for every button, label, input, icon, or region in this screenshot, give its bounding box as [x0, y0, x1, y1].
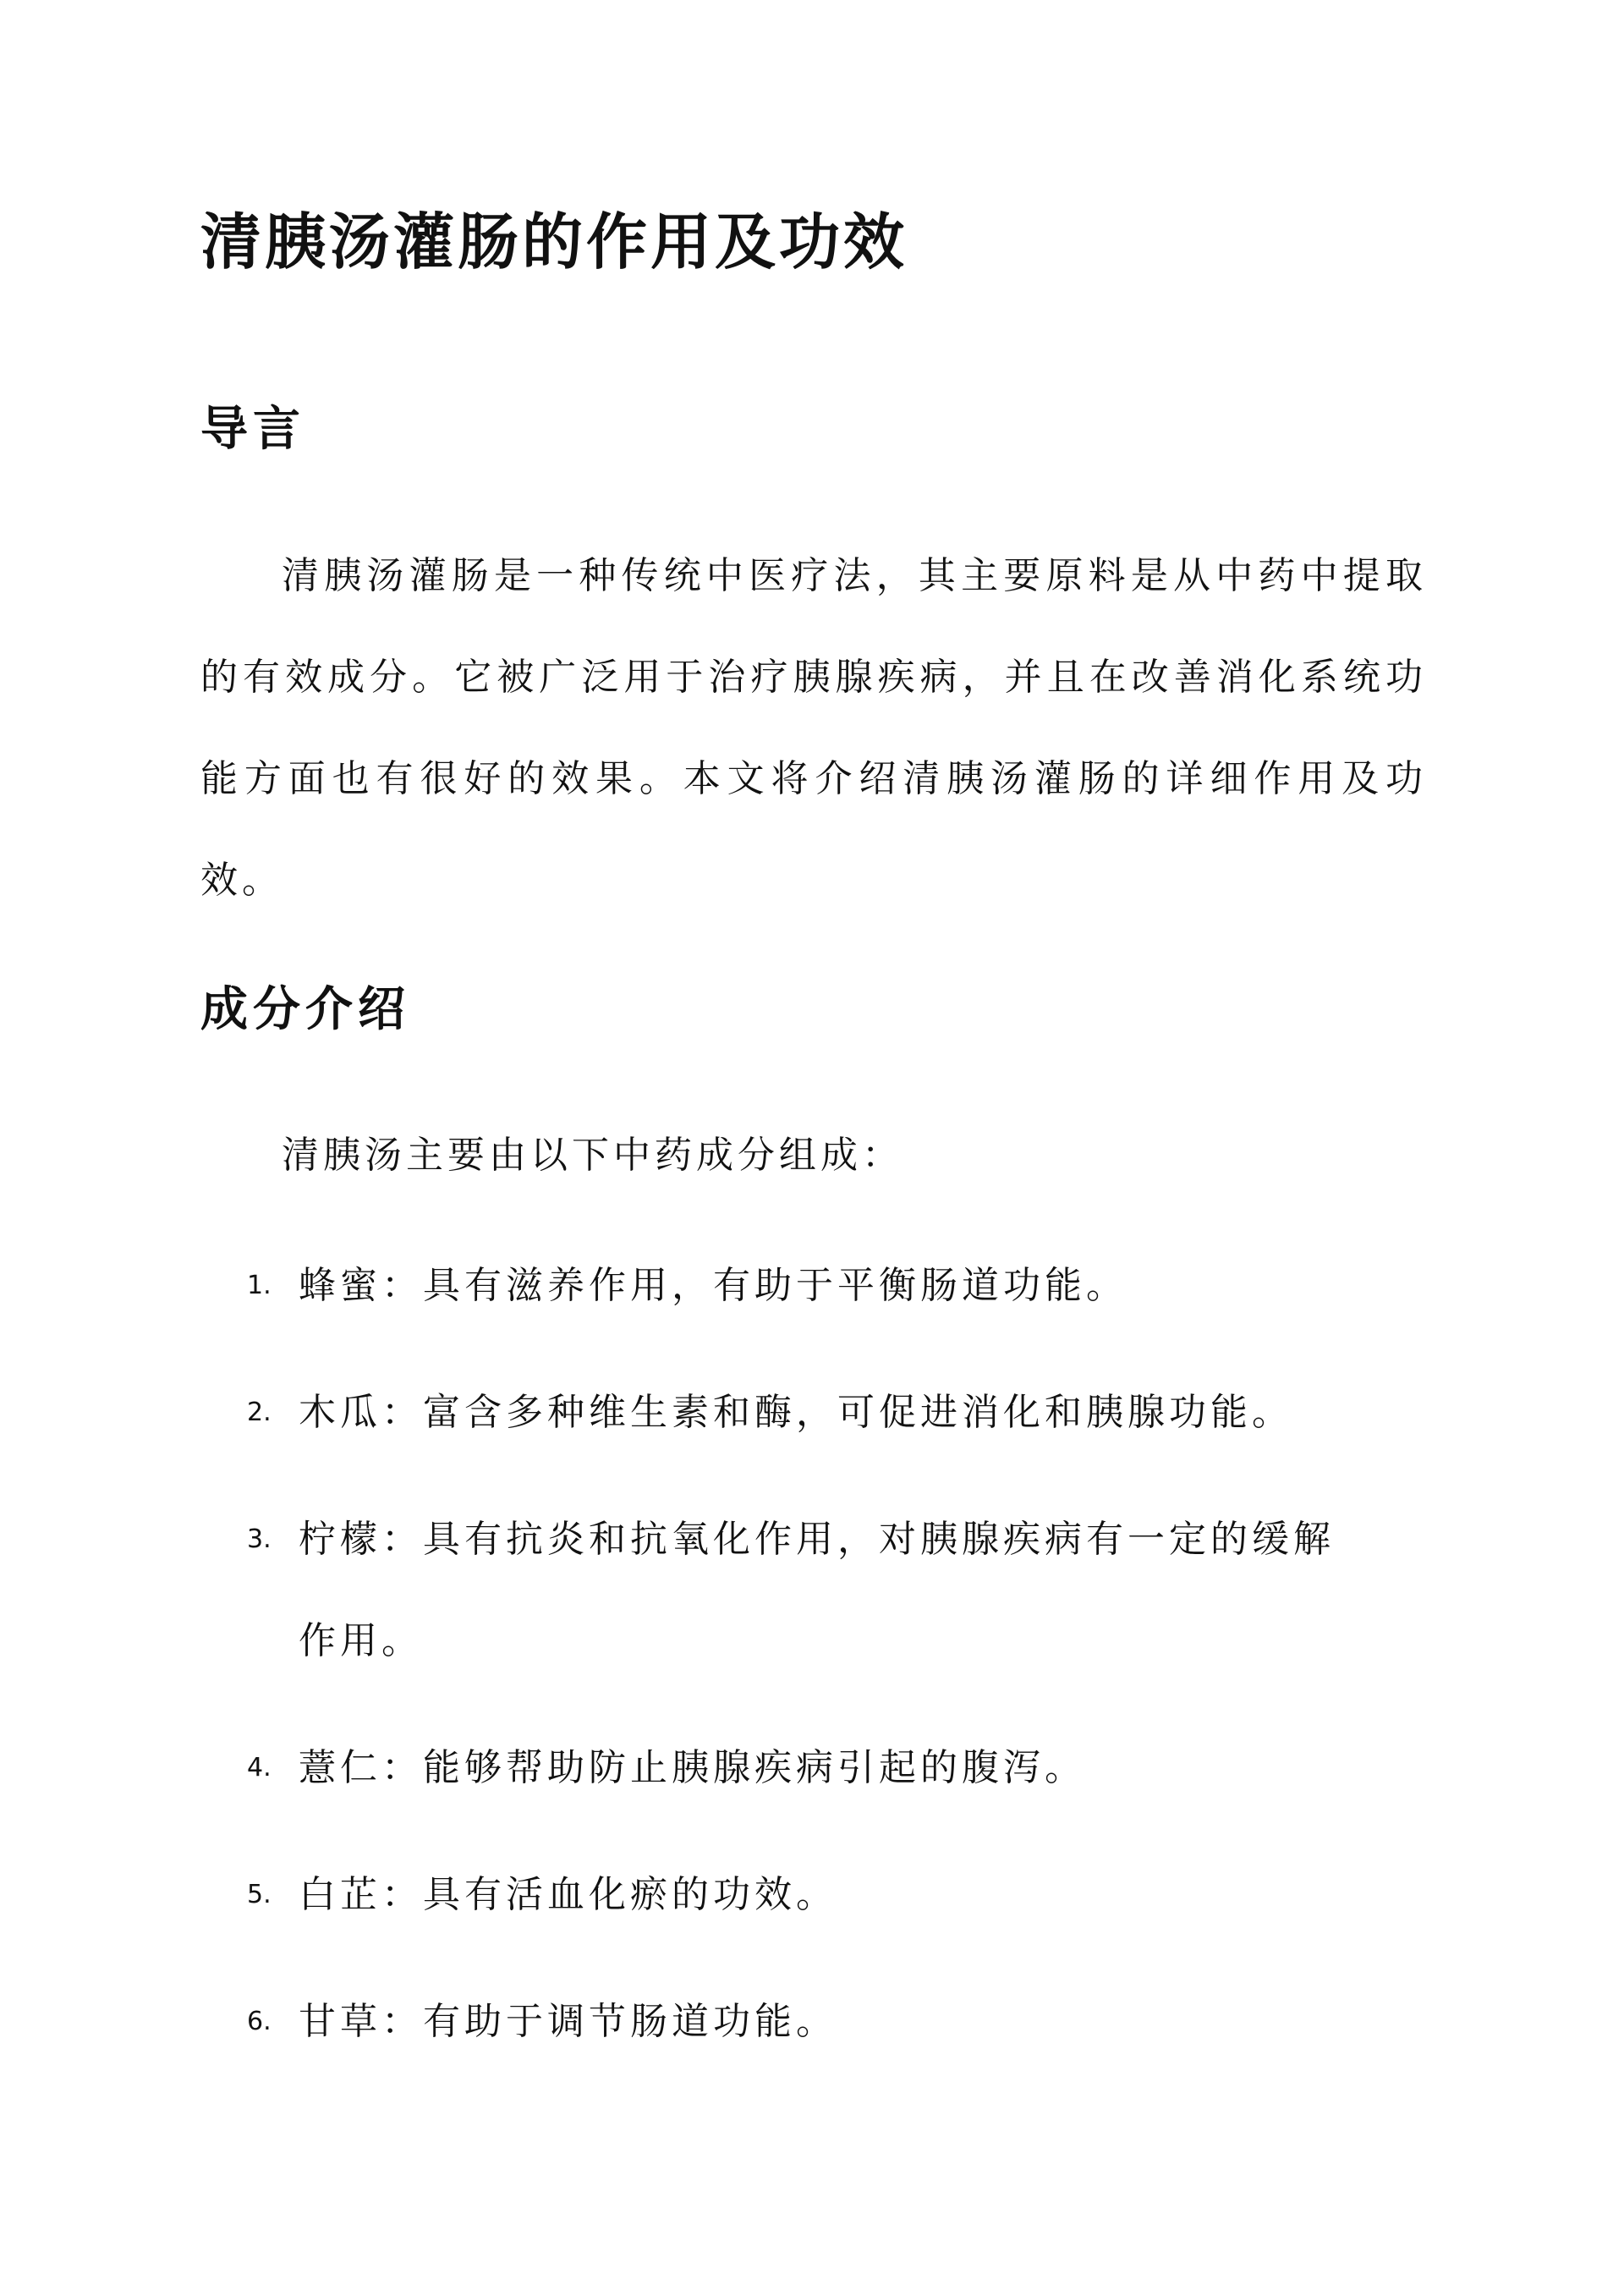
document-title: 清胰汤灌肠的作用及功效: [200, 206, 908, 277]
list-item-text: 木瓜：富含多种维生素和酶，可促进消化和胰腺功能。: [299, 1391, 1293, 1434]
list-item-number: 4.: [247, 1753, 272, 1782]
list-item: [200, 1489, 1339, 1692]
list-item: [200, 1717, 1339, 1819]
intro-paragraph: 清胰汤灌肠是一种传统中医疗法，其主要原料是从中药中提取的有效成分。它被广泛用于治疗胰腺疾病，并且在改善消化系统功能方面也有很好的效果。本文将介绍清胰汤灌肠的详细作用及功效。: [200, 554, 1427, 902]
list-item-number: 5.: [247, 1880, 272, 1909]
list-item-number: 3.: [247, 1524, 272, 1554]
list-item-number: 2.: [247, 1398, 272, 1427]
list-item-text: 甘草：有助于调节肠道功能。: [299, 2000, 837, 2043]
ingredients-list: [200, 1235, 1427, 2098]
list-item-number: 6.: [247, 2007, 272, 2036]
list-item: [200, 1362, 1339, 1464]
list-item: [200, 1971, 1339, 2073]
list-item-text: 柠檬：具有抗炎和抗氧化作用，对胰腺疾病有一定的缓解作用。: [299, 1518, 1335, 1662]
list-item-text: 白芷：具有活血化瘀的功效。: [299, 1873, 837, 1916]
intro-heading: 导言: [200, 401, 305, 457]
list-item: [200, 1235, 1339, 1337]
list-item-text: 蜂蜜：具有滋养作用，有助于平衡肠道功能。: [299, 1264, 1127, 1307]
list-item-text: 薏仁：能够帮助防止胰腺疾病引起的腹泻。: [299, 1746, 1086, 1789]
ingredients-heading: 成分介绍: [200, 981, 410, 1037]
ingredients-lead: 清胰汤主要由以下中药成分组成：: [282, 1134, 903, 1177]
list-item-number: 1.: [247, 1271, 272, 1300]
list-item: [200, 1844, 1339, 1946]
